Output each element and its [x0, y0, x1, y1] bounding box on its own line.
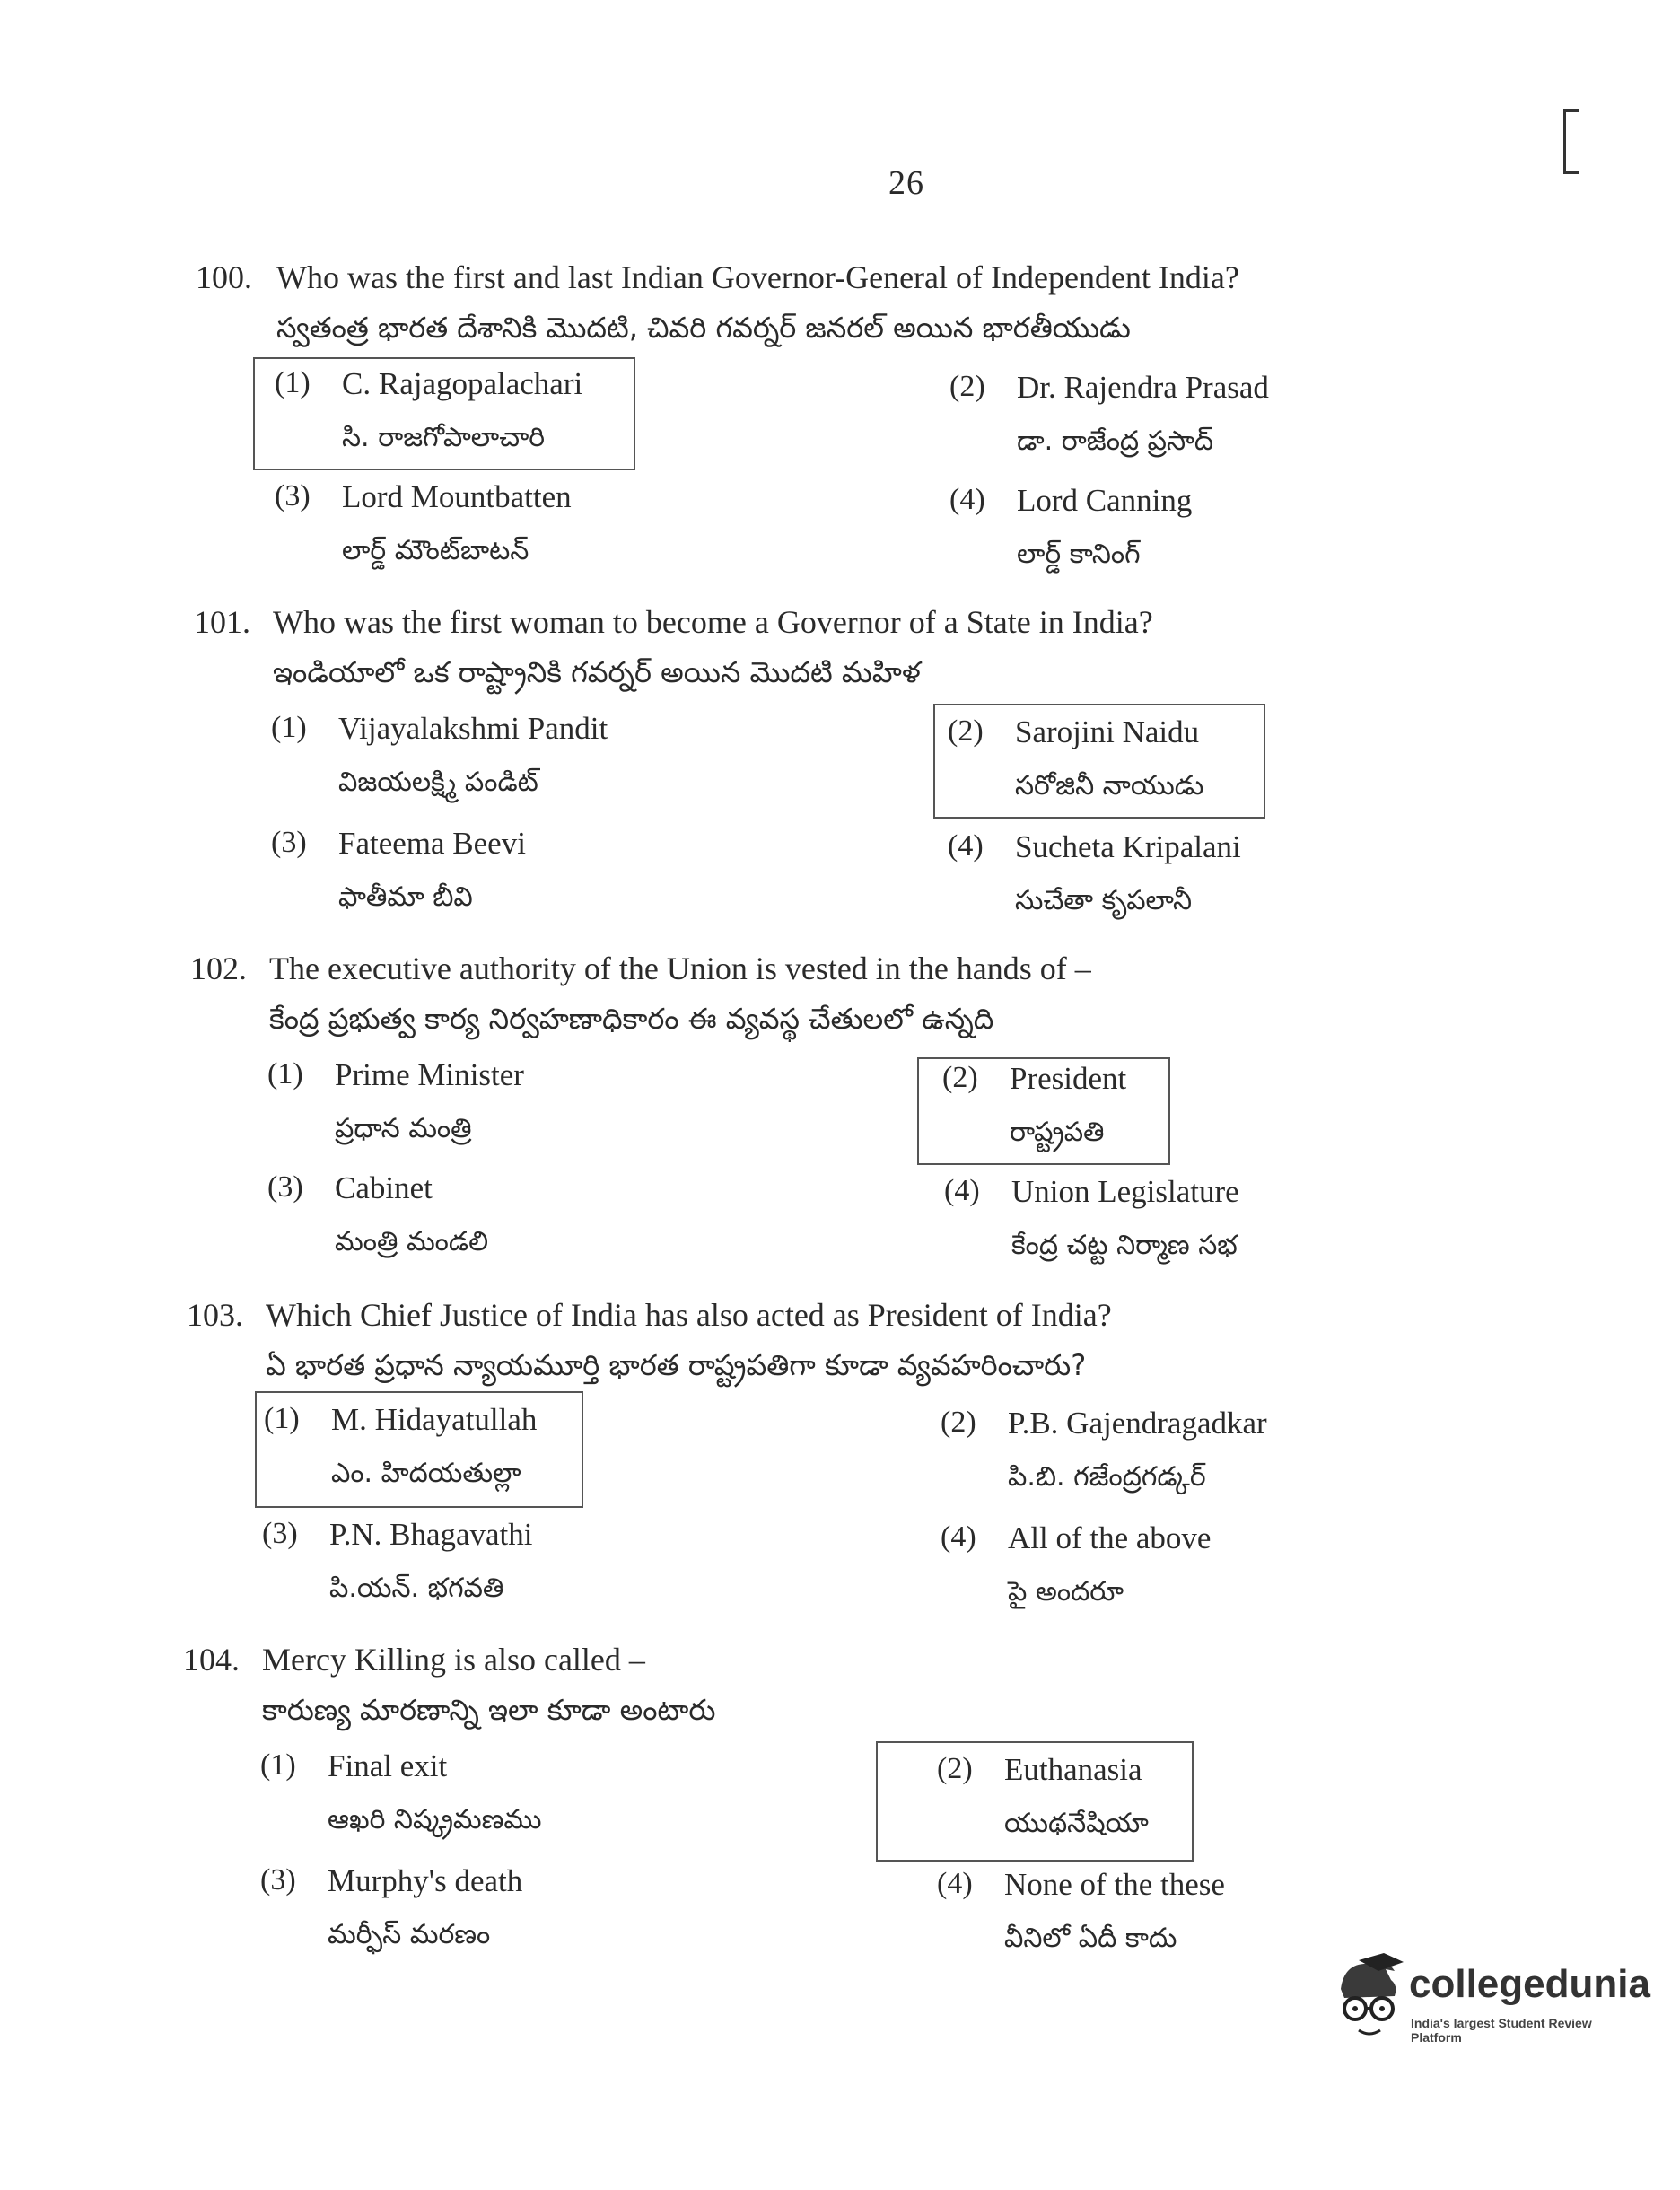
option-text-english: Lord Canning [1017, 483, 1193, 518]
option-text-telugu: పి.యన్. భగవతి [329, 1572, 504, 1604]
option-text-english: M. Hidayatullah [331, 1402, 538, 1437]
question-104 [0, 1641, 1680, 1982]
option-text-english: Sucheta Kripalani [1015, 829, 1241, 864]
option-number: (1) [275, 366, 311, 399]
option-text-telugu: లార్డ్ కానింగ్ [1017, 539, 1141, 570]
question-text-english: Which Chief Justice of India has also acted as President of India? [266, 1297, 1112, 1333]
page-number: 26 [888, 164, 924, 202]
option-text-telugu: లార్డ్ మౌంట్‌బాటన్ [342, 535, 529, 566]
option-number: (3) [275, 479, 311, 512]
question-number: 102. [190, 950, 247, 986]
option-number: (1) [264, 1402, 300, 1435]
option-text-telugu: ఎం. హిదయతుల్లా [331, 1458, 521, 1489]
option-text-english: Cabinet [335, 1170, 433, 1205]
question-text-telugu: ఇండియాలో ఒక రాష్ట్రానికి గవర్నర్ అయిన మొదటి మహిళ [273, 655, 921, 689]
logo-wordmark: collegedunia [1409, 1962, 1650, 2006]
option-text-telugu: వీనిలో ఏదీ కాదు [1004, 1923, 1177, 1954]
option-text-english: Final exit [328, 1748, 448, 1783]
option-text-english: Vijayalakshmi Pandit [338, 711, 608, 746]
option-text-telugu: డా. రాజేంద్ర ప్రసాద్ [1017, 425, 1214, 457]
option-text-telugu: విజయలక్ష్మి పండిట్ [338, 766, 538, 798]
option-text-english: Euthanasia [1004, 1752, 1142, 1787]
option-number: (1) [260, 1748, 296, 1782]
corner-bracket [1563, 110, 1579, 174]
question-text-telugu: కారుణ్య మారణాన్ని ఇలా కూడా అంటారు [262, 1693, 716, 1727]
option-text-english: P.B. Gajendragadkar [1008, 1406, 1267, 1441]
option-number: (1) [271, 711, 307, 744]
option-number: (3) [271, 826, 307, 859]
question-101 [0, 603, 1680, 944]
option-number: (3) [262, 1517, 298, 1550]
question-103 [0, 1296, 1680, 1637]
option-text-telugu: మంత్రి మండలి [335, 1226, 489, 1257]
option-text-telugu: యుథనేషియా [1004, 1808, 1149, 1839]
option-number: (4) [949, 483, 985, 516]
option-text-english: None of the these [1004, 1867, 1225, 1902]
option-number: (1) [267, 1057, 303, 1091]
question-text-english: Who was the first woman to become a Governor of a State in India? [273, 604, 1153, 640]
question-number: 103. [187, 1297, 243, 1333]
option-text-english: Prime Minister [335, 1057, 524, 1092]
question-text-english: Mercy Killing is also called – [262, 1642, 645, 1678]
option-text-english: C. Rajagopalachari [342, 366, 583, 401]
option-text-telugu: ఫాతీమా బీవి [338, 881, 473, 913]
option-text-english: President [1010, 1061, 1127, 1096]
logo-tagline: India's largest Student Review Platform [1411, 2016, 1592, 2045]
option-text-english: Murphy's death [328, 1863, 523, 1898]
option-text-telugu: సి. రాజగోపాలాచారి [342, 422, 546, 453]
option-number: (2) [937, 1752, 973, 1785]
option-text-telugu: ప్రధాన మంత్రి [335, 1113, 472, 1144]
option-number: (2) [948, 714, 984, 748]
question-100 [0, 258, 1680, 600]
student-mascot-icon [1332, 1953, 1407, 2052]
question-102 [0, 950, 1680, 1291]
option-text-telugu: పి.బి. గజేంద్రగడ్కర్ [1008, 1461, 1206, 1493]
option-number: (3) [267, 1170, 303, 1204]
option-text-english: Dr. Rajendra Prasad [1017, 370, 1269, 405]
option-text-english: All of the above [1008, 1520, 1212, 1555]
option-number: (3) [260, 1863, 296, 1897]
option-text-english: Fateema Beevi [338, 826, 526, 861]
option-number: (4) [937, 1867, 973, 1900]
option-number: (2) [949, 370, 985, 403]
collegedunia-logo [1332, 1953, 1650, 2061]
option-text-telugu: మర్ఫీస్ మరణం [328, 1919, 491, 1950]
option-text-english: Union Legislature [1011, 1174, 1239, 1209]
question-text-telugu: కేంద్ర ప్రభుత్వ కార్య నిర్వహణాధికారం ఈ వ్యవస్థ చేతులలో ఉన్నది [269, 1002, 994, 1036]
option-text-english: Lord Mountbatten [342, 479, 572, 514]
option-text-telugu: కేంద్ర చట్ట నిర్మాణ సభ [1011, 1230, 1238, 1261]
question-text-telugu: ఏ భారత ప్రధాన న్యాయమూర్తి భారత రాష్ట్రపతిగా కూడా వ్యవహరించారు? [266, 1348, 1087, 1382]
option-number: (2) [941, 1406, 976, 1439]
option-text-telugu: సుచేతా కృపలానీ [1015, 885, 1193, 916]
option-number: (4) [941, 1520, 976, 1554]
option-text-telugu: ఆఖరి నిష్క్రమణము [328, 1804, 542, 1835]
question-number: 101. [194, 604, 250, 640]
question-text-english: Who was the first and last Indian Governor-General of Independent India? [276, 259, 1239, 295]
option-text-telugu: రాష్ట్రపతి [1010, 1117, 1105, 1148]
question-number: 100. [196, 259, 252, 295]
option-text-telugu: పై అందరూ [1008, 1576, 1124, 1607]
option-text-telugu: సరోజినీ నాయుడు [1015, 770, 1204, 802]
question-text-telugu: స్వతంత్ర భారత దేశానికి మొదటి, చివరి గవర్నర్ జనరల్ అయిన భారతీయుడు [276, 311, 1131, 345]
question-text-english: The executive authority of the Union is vested in the hands of – [269, 950, 1091, 986]
option-number: (2) [942, 1061, 978, 1094]
option-text-english: P.N. Bhagavathi [329, 1517, 533, 1552]
option-number: (4) [948, 829, 984, 863]
option-text-english: Sarojini Naidu [1015, 714, 1200, 749]
option-number: (4) [944, 1174, 980, 1207]
question-number: 104. [183, 1642, 240, 1678]
